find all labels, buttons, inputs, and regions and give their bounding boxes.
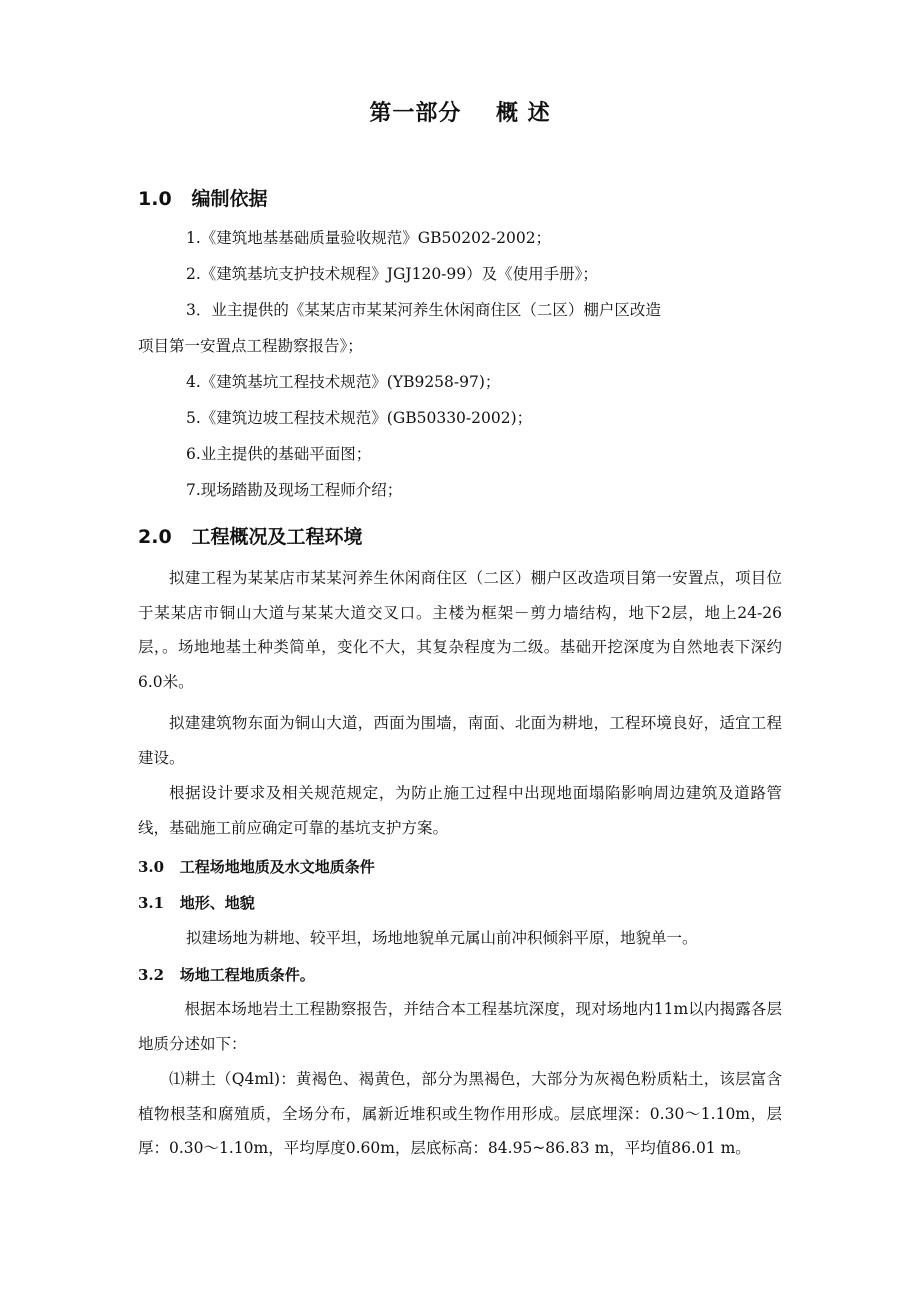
section-heading-basis: 1.0 编制依据 — [138, 188, 268, 210]
basis-item-3-cont: 项目第一安置点工程勘察报告》； — [138, 337, 363, 355]
basis-item-7: 7.现场踏勘及现场工程师介绍； — [186, 481, 403, 499]
layer-1-description: ⑴耕土（Q4ml)：黄褐色、褐黄色，部分为黑褐色，大部分为灰褐色粉质粘土，该层富含植物根茎和腐殖质，全场分布，属新近堆积或生物作用形成。层底埋深：0.30～1.10m，层厚：0.30～1.10m，平均厚度0.60m，层底标高：84.95~86.83 m，平均值86.01 m。 — [138, 1070, 782, 1157]
basis-item-6: 6.业主提供的基础平面图； — [186, 445, 372, 463]
subsection-heading-terrain: 3.1 地形、地貌 — [138, 894, 255, 912]
basis-item-2: 2.《建筑基坑支护技术规程》JGJ120-99）及《使用手册》； — [186, 265, 598, 283]
subsection-heading-conditions: 3.2 场地工程地质条件。 — [138, 966, 315, 984]
basis-item-5: 5.《建筑边坡工程技术规范》(GB50330-2002)； — [186, 409, 533, 427]
terrain-text: 拟建场地为耕地、较平坦，场地地貌单元属山前冲积倾斜平原，地貌单一。 — [186, 929, 698, 947]
basis-item-3: 3．业主提供的《某某店市某某河养生休闲商住区（二区）棚户区改造 — [186, 301, 661, 319]
page-title: 第一部分 概 述 — [369, 101, 551, 126]
overview-paragraph-2: 拟建建筑物东面为铜山大道，西面为围墙，南面、北面为耕地，工程环境良好，适宜工程建设。 — [138, 714, 782, 767]
section-heading-geology: 3.0 工程场地地质及水文地质条件 — [138, 858, 375, 876]
basis-item-1: 1.《建筑地基基础质量验收规范》GB50202-2002； — [186, 229, 552, 247]
basis-item-4: 4.《建筑基坑工程技术规范》(YB9258-97)； — [186, 373, 501, 391]
overview-paragraph-1: 拟建工程为某某店市某某河养生休闲商住区（二区）棚户区改造项目第一安置点，项目位于某某店市铜山大道与某某大道交叉口。主楼为框架－剪力墙结构，地下2层，地上24-26层，。场地地基土种类简单，变化不大，其复杂程度为二级。基础开挖深度为自然地表下深约6.0米。 — [138, 569, 782, 691]
conditions-paragraph: 根据本场地岩土工程勘察报告，并结合本工程基坑深度，现对场地内11m以内揭露各层地质分述如下： — [138, 1000, 782, 1053]
section-heading-overview: 2.0 工程概况及工程环境 — [138, 526, 363, 548]
overview-paragraph-3: 根据设计要求及相关规范规定，为防止施工过程中出现地面塌陷影响周边建筑及道路管线，基础施工前应确定可靠的基坑支护方案。 — [138, 784, 782, 837]
